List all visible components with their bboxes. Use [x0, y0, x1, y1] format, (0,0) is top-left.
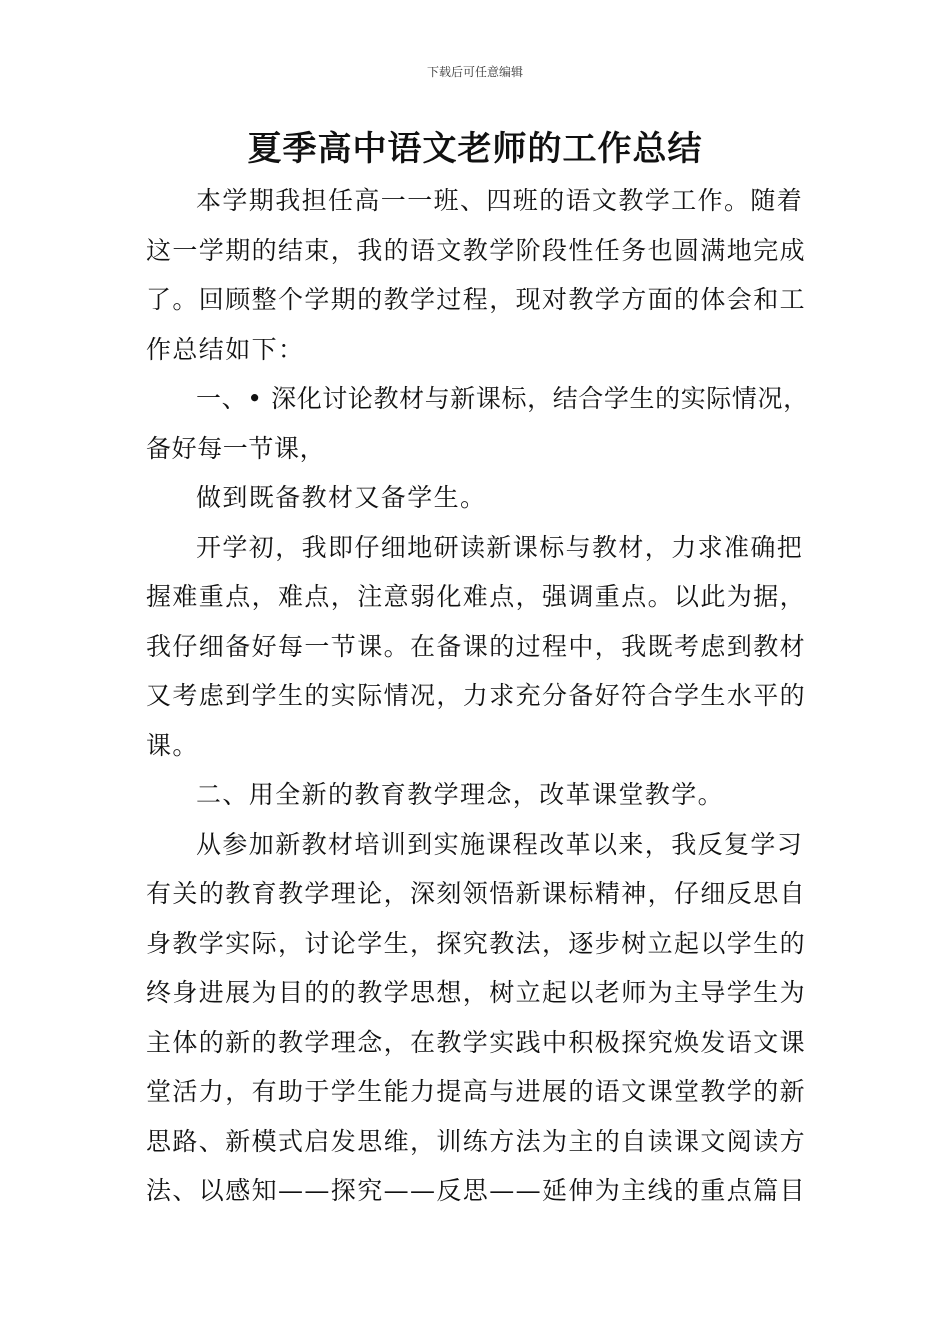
paragraph-section-two-heading: 二、用全新的教育教学理念，改革课堂教学。	[196, 780, 725, 809]
document-body	[146, 176, 810, 1216]
paragraph-section-two-body: 从参加新教材培训到实施课程改革以来，我反复学习有关的教育教学理论，深刻领悟新课标精神，仔细反思自身教学实际，讨论学生，探究教法，逐步树立起以学生的终身进展为目的的教学思想，树立起以老师为主导学生为主体的新的教学理念，在教学实践中积极探究焕发语文课堂活力，有助于学生能力提高与进展的语文课堂教学的新思路、新模式启发思维，训练方法为主的自读课文阅读方法、以感知——探究——反思——延伸为主线的重点篇目	[146, 829, 807, 1205]
paragraph-section-one-heading: 一、• 深化讨论教材与新课标，结合学生的实际情况，备好每一节课，	[146, 384, 809, 463]
paragraph-intro: 本学期我担任高一一班、四班的语文教学工作。随着这一学期的结束，我的语文教学阶段性任务也圆满地完成了。回顾整个学期的教学过程，现对教学方面的体会和工作总结如下：	[146, 186, 807, 364]
document-title: 夏季高中语文老师的工作总结	[247, 129, 703, 169]
page-header-note: 下载后可任意编辑	[426, 65, 523, 79]
paragraph-section-one-body: 开学初，我即仔细地研读新课标与教材，力求准确把握难重点，难点，注意弱化难点，强调重点。以此为据，我仔细备好每一节课。在备课的过程中，我既考虑到教材又考虑到学生的实际情况，力求充分备好符合学生水平的课。	[146, 532, 807, 760]
paragraph-section-one-subheading: 做到既备教材又备学生。	[196, 483, 487, 512]
